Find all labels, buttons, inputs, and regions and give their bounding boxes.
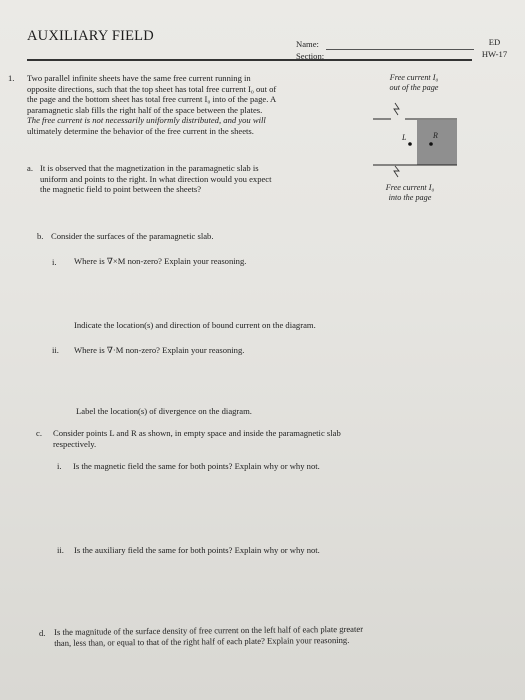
problem-statement xyxy=(27,73,359,136)
problem-line: The free current is not necessarily uniformly distributed, and you will xyxy=(27,115,266,125)
problem-line: Two parallel infinite sheets have the same free current running in xyxy=(27,73,251,83)
part-a-line: It is observed that the magnetization in the paramagnetic slab is xyxy=(40,163,259,173)
part-c-i-question: Is the magnetic field the same for both points? Explain why or why not. xyxy=(73,461,320,471)
part-d-question xyxy=(54,623,474,648)
point-R-marker xyxy=(429,142,433,146)
sheets-diagram xyxy=(365,95,465,193)
part-b-ii-number: ii. xyxy=(52,345,59,355)
part-a-question xyxy=(40,163,360,195)
part-b-i-number: i. xyxy=(52,257,57,267)
bound-current-instruction: Indicate the location(s) and direction of bound current on the diagram. xyxy=(74,320,316,330)
top-current-squiggle xyxy=(394,103,399,115)
name-field-line xyxy=(326,49,474,50)
point-L-label: L xyxy=(402,133,407,142)
homework-code: HW-17 xyxy=(481,49,508,59)
course-label: ED xyxy=(488,37,501,47)
top-sheet-caption xyxy=(368,73,460,93)
bottom-current-squiggle xyxy=(394,166,399,177)
part-b-letter: b. xyxy=(37,231,44,241)
part-d-letter: d. xyxy=(39,628,46,638)
part-b-i-question: Where is ∇×M non-zero? Explain your reasoning. xyxy=(74,256,247,266)
problem-number: 1. xyxy=(8,73,15,83)
problem-line: the page and the bottom sheet has total free current I₀ into of the page. A xyxy=(27,94,277,104)
part-c-question xyxy=(53,428,453,449)
point-R-label: R xyxy=(433,131,438,140)
part-d-line: Is the magnitude of the surface density of free current on the left half of each plate greater xyxy=(54,623,364,637)
part-c-line: respectively. xyxy=(53,438,97,449)
problem-line: opposite directions, such that the top sheet has total free current I₀ out of xyxy=(27,83,277,94)
bottom-caption-line: Free current I₀ xyxy=(385,183,435,192)
part-c-ii-number: ii. xyxy=(57,545,64,555)
part-c-line: Consider points L and R as shown, in empty space and inside the paramagnetic slab xyxy=(53,428,341,438)
section-label: Section: xyxy=(296,51,325,61)
divergence-instruction: Label the location(s) of divergence on the diagram. xyxy=(76,406,252,416)
part-c-letter: c. xyxy=(36,428,42,438)
part-c-i-number: i. xyxy=(57,461,62,471)
top-caption-line: Free current I₀ xyxy=(389,73,439,82)
header-rule xyxy=(27,59,472,61)
part-c-ii-question: Is the auxiliary field the same for both points? Explain why or why not. xyxy=(74,545,320,555)
point-L-marker xyxy=(408,142,412,146)
problem-line: paramagnetic slab fills the right half of the space between the plates. xyxy=(27,104,263,115)
top-caption-line: out of the page xyxy=(389,83,439,92)
paramagnetic-slab xyxy=(417,120,457,165)
bottom-caption-line: into the page xyxy=(388,193,432,202)
part-a-letter: a. xyxy=(27,163,33,173)
part-a-line: the magnetic field to point between the sheets? xyxy=(40,184,202,194)
bottom-sheet-caption xyxy=(364,183,456,203)
worksheet-title: AUXILIARY FIELD xyxy=(27,28,154,44)
part-d-line: than, less than, or equal to that of the right half of each plate? Explain your reasoning. xyxy=(54,634,350,648)
part-b-text: Consider the surfaces of the paramagnetic slab. xyxy=(51,231,214,241)
part-b-ii-question: Where is ∇·M non-zero? Explain your reasoning. xyxy=(74,345,245,355)
part-a-line: uniform and points to the right. In what direction would you expect xyxy=(40,173,272,184)
name-label: Name: xyxy=(296,39,319,49)
problem-line: ultimately determine the behavior of the free current in the sheets. xyxy=(27,125,254,136)
